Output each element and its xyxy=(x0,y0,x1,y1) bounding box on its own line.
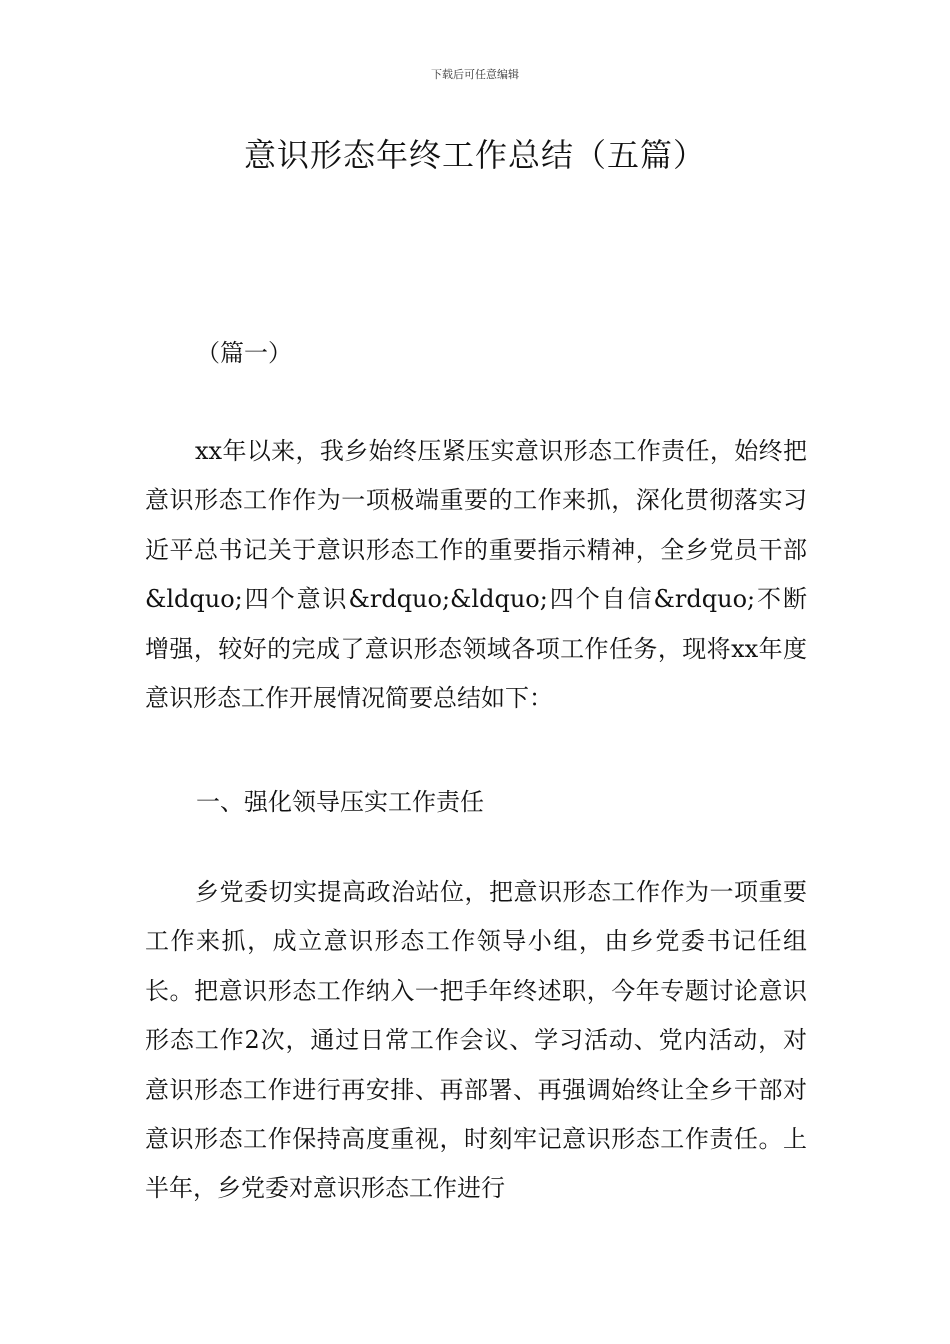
header-note: 下载后可任意编辑 xyxy=(431,68,519,81)
document-title: 意识形态年终工作总结（五篇） xyxy=(243,136,706,174)
body-paragraph-intro: xx年以来，我乡始终压紧压实意识形态工作责任，始终把意识形态工作作为一项极端重要的工作来抓，深化贯彻落实习近平总书记关于意识形态工作的重要指示精神，全乡党员干部&ldquo;四个意识&rdquo;&ldquo;四个自信&rdquo;不断增强，较好的完成了意识形态领域各项工作任务，现将xx年度意识形态工作开展情况简要总结如下： xyxy=(145,437,807,713)
body-paragraph-leadership: 乡党委切实提高政治站位，把意识形态工作作为一项重要工作来抓，成立意识形态工作领导小组，由乡党委书记任组长。把意识形态工作纳入一把手年终述职，今年专题讨论意识形态工作2次，通过日常工作会议、学习活动、党内活动，对意识形态工作进行再安排、再部署、再强调始终让全乡干部对意识形态工作保持高度重视，时刻牢记意识形态工作责任。上半年，乡党委对意识形态工作进行 xyxy=(145,878,807,1203)
section-heading-1: 一、强化领导压实工作责任 xyxy=(196,788,484,816)
part-label: （篇一） xyxy=(196,339,292,367)
